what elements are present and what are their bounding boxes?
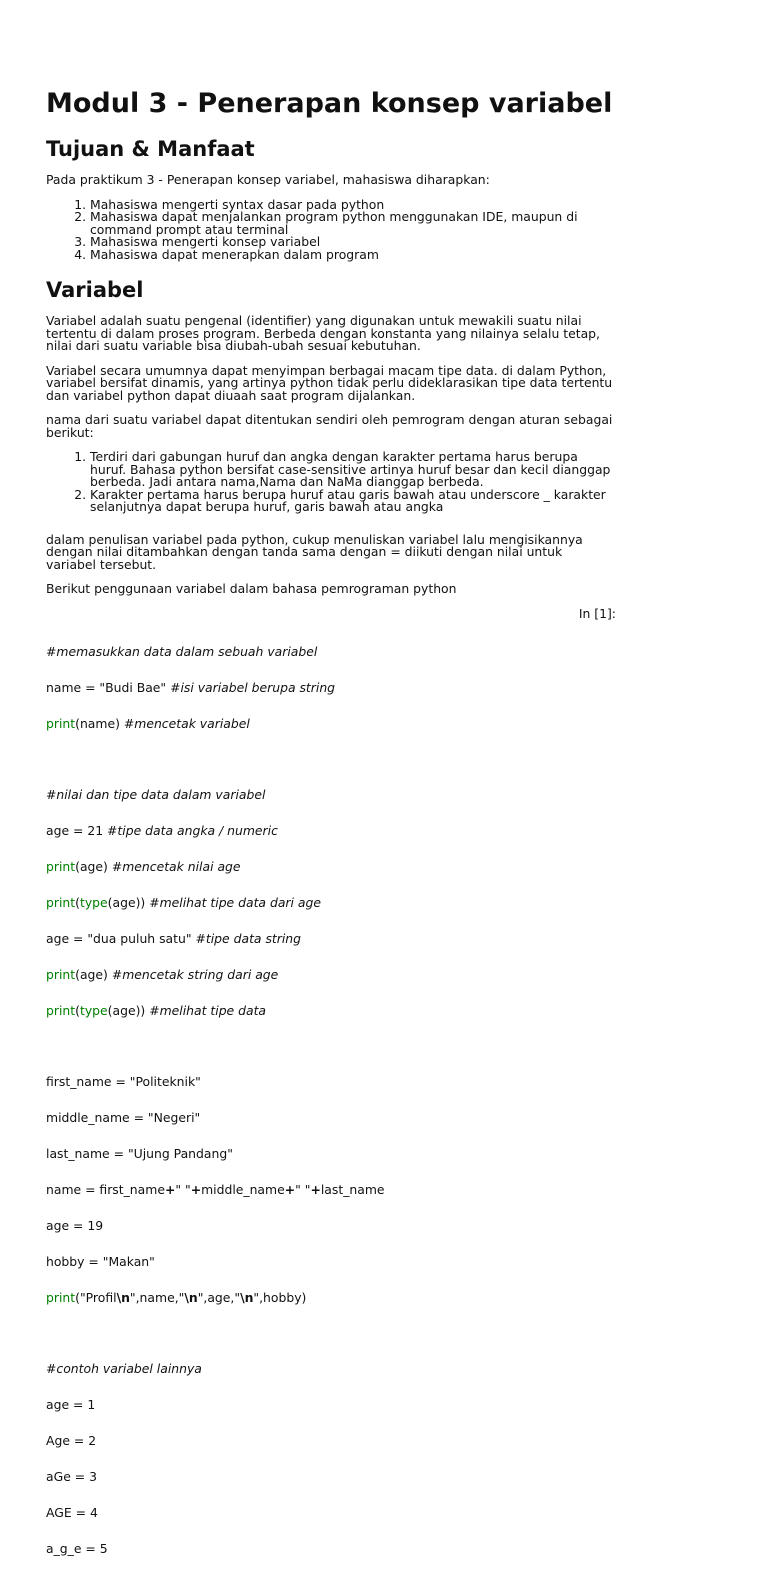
section-heading-variabel: Variabel <box>46 278 144 302</box>
code-comment: #memasukkan data dalam sebuah variabel <box>46 644 318 659</box>
paragraph-intro: Pada praktikum 3 - Penerapan konsep variabel, mahasiswa diharapkan: <box>46 172 490 187</box>
code-line: print(type(age)) #melihat tipe data <box>46 1003 267 1018</box>
paragraph-example-intro: Berikut penggunaan variabel dalam bahasa pemrograman python <box>46 581 457 596</box>
naming-rules-list <box>46 451 616 514</box>
document-content <box>46 88 616 1579</box>
list-item: 2. Mahasiswa dapat menjalankan program python menggunakan IDE, maupun di command prompt atau terminal <box>90 211 616 236</box>
code-comment: #contoh variabel lainnya <box>46 1361 202 1376</box>
code-line: print(age) #mencetak nilai age <box>46 859 241 874</box>
code-line: hobby = "Makan" <box>46 1254 155 1269</box>
paragraph-usage: dalam penulisan variabel pada python, cukup menuliskan variabel lalu mengisikannya dengan nilai ditambahkan dengan tanda sama dengan = diikuti dengan nilai untuk variabel tersebut. <box>46 531 583 572</box>
paragraph-definition: Variabel adalah suatu pengenal (identifier) yang digunakan untuk mewakili suatu nilai tertentu di dalam proses program. Berbeda dengan konstanta yang nilainya selalu tetap, nilai dari suatu variable bisa diubah-ubah sesuai kebutuhan. <box>46 313 600 353</box>
code-line: middle_name = "Negeri" <box>46 1110 201 1125</box>
section-heading-tujuan: Tujuan & Manfaat <box>46 137 255 161</box>
code-line: age = 1 <box>46 1397 96 1412</box>
list-item: 4. Mahasiswa dapat menerapkan dalam program <box>90 249 616 262</box>
code-line: name = "Budi Bae" #isi variabel berupa string <box>46 680 336 695</box>
page-title: Modul 3 - Penerapan konsep variabel <box>46 88 613 119</box>
code-line: print("Profil\n",name,"\n",age,"\n",hobby) <box>46 1290 307 1305</box>
code-line: last_name = "Ujung Pandang" <box>46 1146 233 1161</box>
code-line: print(age) #mencetak string dari age <box>46 967 279 982</box>
code-line: first_name = "Politeknik" <box>46 1074 201 1089</box>
code-line: AGE = 4 <box>46 1505 98 1520</box>
list-item: 2. Karakter pertama harus berupa huruf atau garis bawah atau underscore _ karakter selanjutnya dapat berupa huruf, garis bawah atau angka <box>90 489 616 514</box>
objectives-list <box>46 196 616 262</box>
code-line: age = "dua puluh satu" #tipe data string <box>46 931 302 946</box>
code-line: Age = 2 <box>46 1433 97 1448</box>
code-comment: #nilai dan tipe data dalam variabel <box>46 787 266 802</box>
cell-prompt: In [1]: <box>578 605 616 621</box>
list-item: 1. Terdiri dari gabungan huruf dan angka dengan karakter pertama harus berupa huruf. Bahasa python bersifat case-sensitive artinya huruf besar dan kecil dianggap berbeda. Jadi antara nama,Nama dan NaMa dianggap berbeda. <box>90 451 616 489</box>
code-line: age = 19 <box>46 1218 104 1233</box>
list-item: 3. Mahasiswa mengerti konsep variabel <box>90 236 616 249</box>
code-line: aGe = 3 <box>46 1469 97 1484</box>
code-line: age = 21 #tipe data angka / numeric <box>46 823 278 838</box>
code-line: a_g_e = 5 <box>46 1541 108 1556</box>
code-line: print(type(age)) #melihat tipe data dari age <box>46 895 321 910</box>
code-line: name = first_name+" "+middle_name+" "+last_name <box>46 1182 385 1197</box>
list-item: 1. Mahasiswa mengerti syntax dasar pada python <box>90 199 616 212</box>
paragraph-types: Variabel secara umumnya dapat menyimpan berbagai macam tipe data. di dalam Python, variabel bersifat dinamis, yang artinya python tidak perlu dideklarasikan tipe data tertentu dan variabel python dapat diuaah saat program dijalankan. <box>46 362 613 403</box>
paragraph-naming: nama dari suatu variabel dapat ditentukan sendiri oleh pemrogram dengan aturan sebagai berikut: <box>46 412 613 440</box>
code-line: print(name) #mencetak variabel <box>46 716 250 731</box>
code-block <box>46 622 616 1579</box>
